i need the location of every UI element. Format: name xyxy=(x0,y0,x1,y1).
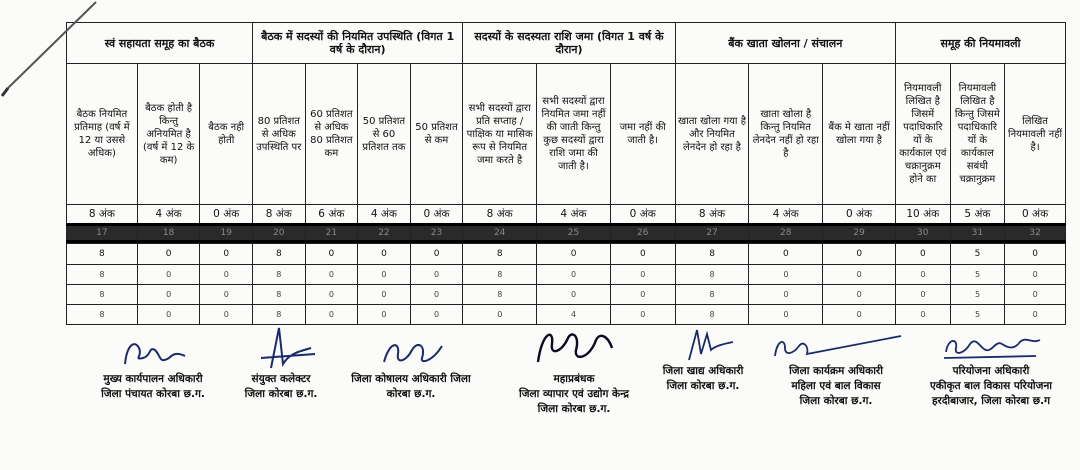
signature-location: हरदीबाजार, जिला कोरबा छ.ग xyxy=(931,395,1051,407)
table-cell: 0 xyxy=(823,305,896,325)
column-number-cell: 32 xyxy=(1005,225,1066,242)
table-cell: 0 xyxy=(358,285,411,305)
sub-header-cell: सभी सदस्यों द्वारा नियमित जमा नहीं की जाती किन्तु कुछ सदस्यों द्वारा राशि जमा की जाती है। xyxy=(537,64,611,205)
signature-mark xyxy=(524,322,624,372)
table-cell: 4 xyxy=(537,305,611,325)
table-cell: 5 xyxy=(950,244,1005,265)
column-number-cell: 19 xyxy=(200,225,253,242)
column-number-cell: 27 xyxy=(675,225,749,242)
table-cell: 8 xyxy=(67,305,138,325)
signature-office: महिला एवं बाल विकास xyxy=(791,380,881,392)
score-cell: 0 अंक xyxy=(200,205,253,225)
table-cell: 0 xyxy=(823,244,896,265)
sub-header-cell: बैठक नही होती xyxy=(200,64,253,205)
signature-title: मुख्य कार्यपालन अधिकारी xyxy=(103,373,203,385)
table-cell: 5 xyxy=(950,285,1005,305)
sub-header-cell: बैठक नियमित प्रतिमाह (वर्ष में 12 या उससे अधिक) xyxy=(67,64,138,205)
group-header-membership-fee: सदस्यों के सदस्यता राशि जमा (विगत 1 वर्ष के दौरान) xyxy=(463,23,675,64)
table-cell: 0 xyxy=(896,244,951,265)
signature-office: कोरबा छ.ग. xyxy=(386,388,436,400)
signature-location: जिला कोरबा छ.ग. xyxy=(537,403,611,415)
table-cell: 0 xyxy=(610,285,675,305)
column-number-cell: 28 xyxy=(749,225,823,242)
sub-header-cell: लिखित नियमावली नहीं है। xyxy=(1005,64,1066,205)
signature-office: जिला कोरबा छ.ग. xyxy=(666,380,740,392)
table-cell: 0 xyxy=(200,265,253,285)
table-cell: 8 xyxy=(67,265,138,285)
table-cell: 0 xyxy=(305,244,358,265)
column-number-cell: 26 xyxy=(610,225,675,242)
sub-header-cell: खाता खोला है किन्तु नियमित लेनदेन नहीं हो रहा है xyxy=(749,64,823,205)
table-cell: 0 xyxy=(358,265,411,285)
table-cell: 8 xyxy=(675,285,749,305)
signature-program-officer xyxy=(756,328,916,409)
table-cell: 8 xyxy=(253,305,306,325)
score-cell: 10 अंक xyxy=(895,205,950,225)
table-cell: 0 xyxy=(410,265,463,285)
table-cell: 0 xyxy=(200,305,253,325)
signature-title: जिला कार्यक्रम अधिकारी xyxy=(789,365,883,377)
table-cell: 0 xyxy=(537,244,611,265)
signature-mark xyxy=(113,334,193,372)
sub-header-cell: नियमावली लिखित है किन्तु जिसमे पदाधिकारि यों के कार्यकाल सबंधी चक्रानुक्रम xyxy=(950,64,1005,205)
table-cell: 8 xyxy=(67,244,138,265)
table-cell: 0 xyxy=(137,244,200,265)
score-cell: 4 अंक xyxy=(537,205,611,225)
table-cell: 8 xyxy=(253,285,306,305)
score-cell: 0 अंक xyxy=(823,205,896,225)
table-cell: 0 xyxy=(358,244,411,265)
table-cell: 0 xyxy=(410,285,463,305)
sub-header-cell: 80 प्रतिशत से अधिक उपस्थिति पर xyxy=(253,64,306,205)
table-cell: 0 xyxy=(823,285,896,305)
table-cell: 0 xyxy=(305,305,358,325)
column-number-cell: 24 xyxy=(463,225,537,242)
evaluation-sheet xyxy=(66,22,1066,325)
table-cell: 8 xyxy=(675,265,749,285)
score-cell: 5 अंक xyxy=(950,205,1005,225)
score-cell: 6 अंक xyxy=(305,205,358,225)
signature-project-officer xyxy=(906,328,1076,409)
signature-title: जिला खाद्य अधिकारी xyxy=(662,365,744,377)
column-number-cell: 29 xyxy=(823,225,896,242)
score-cell: 4 अंक xyxy=(137,205,200,225)
table-cell: 0 xyxy=(137,305,200,325)
table-cell: 0 xyxy=(749,285,823,305)
table-cell: 0 xyxy=(1005,244,1066,265)
signature-joint-collector xyxy=(226,324,336,402)
table-cell: 0 xyxy=(610,265,675,285)
table-cell: 8 xyxy=(463,265,537,285)
signature-title: संयुक्त कलेक्टर xyxy=(251,373,311,385)
score-cell: 8 अंक xyxy=(253,205,306,225)
signature-office: जिला व्यापार एवं उद्योग केन्द्र xyxy=(519,388,629,400)
table-cell: 0 xyxy=(1005,265,1066,285)
signature-title: जिला कोषालय अधिकारी जिला xyxy=(351,373,471,385)
sub-header-cell: सभी सदस्यों द्वारा प्रति सप्ताह / पाक्षिक या मासिक रूप से नियमित जमा करते है xyxy=(463,64,537,205)
signature-block xyxy=(0,322,1080,452)
group-header-meeting: स्वं सहायता समूह का बैठक xyxy=(67,23,253,64)
signature-office: एकीकृत बाल विकास परियोजना xyxy=(929,380,1052,392)
sub-header-cell: 50 प्रतिशत से कम xyxy=(410,64,463,205)
signature-ceo xyxy=(78,334,228,402)
table-cell: 0 xyxy=(749,244,823,265)
table-cell: 8 xyxy=(675,244,749,265)
score-cell: 8 अंक xyxy=(463,205,537,225)
table-cell: 8 xyxy=(463,244,537,265)
table-cell: 5 xyxy=(950,265,1005,285)
table-cell: 0 xyxy=(305,285,358,305)
table-cell: 8 xyxy=(253,244,306,265)
column-number-cell: 20 xyxy=(253,225,306,242)
table-row xyxy=(67,285,1066,305)
group-header-bank-account: बैंक खाता खोलना / संचालन xyxy=(675,23,895,64)
signature-location: जिला कोरबा छ.ग. xyxy=(799,395,873,407)
table-cell: 0 xyxy=(749,265,823,285)
table-cell: 0 xyxy=(137,265,200,285)
column-number-cell: 31 xyxy=(950,225,1005,242)
table-cell: 0 xyxy=(305,265,358,285)
column-number-cell: 23 xyxy=(410,225,463,242)
table-cell: 8 xyxy=(67,285,138,305)
column-number-cell: 17 xyxy=(67,225,138,242)
signature-treasury-officer xyxy=(336,332,486,402)
table-cell: 8 xyxy=(253,265,306,285)
column-number-cell: 21 xyxy=(305,225,358,242)
signature-office: जिला कोरबा छ.ग. xyxy=(244,388,318,400)
table-cell: 0 xyxy=(537,265,611,285)
column-number-cell: 18 xyxy=(137,225,200,242)
table-cell: 0 xyxy=(137,285,200,305)
signature-title: महाप्रबंधक xyxy=(553,373,595,385)
signature-mark xyxy=(241,324,321,372)
signature-office: जिला पंचायत कोरबा छ.ग. xyxy=(101,388,205,400)
data-rows xyxy=(66,243,1066,325)
signature-food-officer xyxy=(648,324,758,394)
table-cell: 0 xyxy=(823,265,896,285)
table-cell: 0 xyxy=(610,305,675,325)
pen-stroke-mark xyxy=(0,0,120,140)
table-cell: 0 xyxy=(358,305,411,325)
score-cell: 0 अंक xyxy=(1005,205,1066,225)
sub-header-row xyxy=(67,64,1066,205)
table-cell: 0 xyxy=(749,305,823,325)
table-row xyxy=(67,244,1066,265)
table-cell: 0 xyxy=(537,285,611,305)
signature-mark xyxy=(936,328,1046,364)
table-cell: 0 xyxy=(896,285,951,305)
score-cell: 0 अंक xyxy=(410,205,463,225)
group-header-row xyxy=(67,23,1066,64)
shg-evaluation-table xyxy=(66,22,1066,243)
table-cell: 8 xyxy=(463,285,537,305)
table-cell: 0 xyxy=(896,265,951,285)
sub-header-cell: 60 प्रतिशत से अधिक 80 प्रतिशत कम xyxy=(305,64,358,205)
signature-title: परियोजना अधिकारी xyxy=(952,365,1030,377)
table-cell: 8 xyxy=(675,305,749,325)
signature-general-manager xyxy=(494,322,654,417)
table-cell: 0 xyxy=(410,244,463,265)
score-cell: 4 अंक xyxy=(358,205,411,225)
score-cell: 4 अंक xyxy=(749,205,823,225)
table-cell: 5 xyxy=(950,305,1005,325)
column-number-cell: 30 xyxy=(895,225,950,242)
table-cell: 0 xyxy=(200,244,253,265)
table-cell: 0 xyxy=(410,305,463,325)
signature-mark xyxy=(366,332,456,372)
sub-header-cell: खाता खोला गया है और नियमित लेनदेन हो रहा है xyxy=(675,64,749,205)
sub-header-cell: 50 प्रतिशत से 60 प्रतिशत तक xyxy=(358,64,411,205)
sub-header-cell: बैठक होती है किन्तु अनियमित है (वर्ष में 12 के कम) xyxy=(137,64,200,205)
signature-mark xyxy=(663,324,743,364)
score-row xyxy=(67,205,1066,225)
table-cell: 0 xyxy=(200,285,253,305)
signature-mark xyxy=(761,328,911,364)
column-number-cell: 25 xyxy=(537,225,611,242)
table-row xyxy=(67,265,1066,285)
group-header-attendance: बैठक में सदस्यों की नियमित उपस्थिति (विगत 1 वर्ष के दौरान) xyxy=(253,23,463,64)
table-cell: 0 xyxy=(1005,305,1066,325)
table-cell: 0 xyxy=(896,305,951,325)
column-number-row xyxy=(67,225,1066,242)
score-cell: 8 अंक xyxy=(67,205,138,225)
group-header-rules: समूह की नियमावली xyxy=(895,23,1065,64)
score-cell: 0 अंक xyxy=(610,205,675,225)
table-cell: 0 xyxy=(610,244,675,265)
table-cell: 0 xyxy=(463,305,537,325)
sub-header-cell: बैंक मे खाता नहीं खोला गया है xyxy=(823,64,896,205)
column-number-cell: 22 xyxy=(358,225,411,242)
sub-header-cell: नियमावली लिखित है जिसमें पदाधिकारि यों के कार्यकाल एवं चक्रानुक्रम होने का xyxy=(895,64,950,205)
table-cell: 0 xyxy=(1005,285,1066,305)
sub-header-cell: जमा नहीं की जाती है। xyxy=(610,64,675,205)
score-cell: 8 अंक xyxy=(675,205,749,225)
